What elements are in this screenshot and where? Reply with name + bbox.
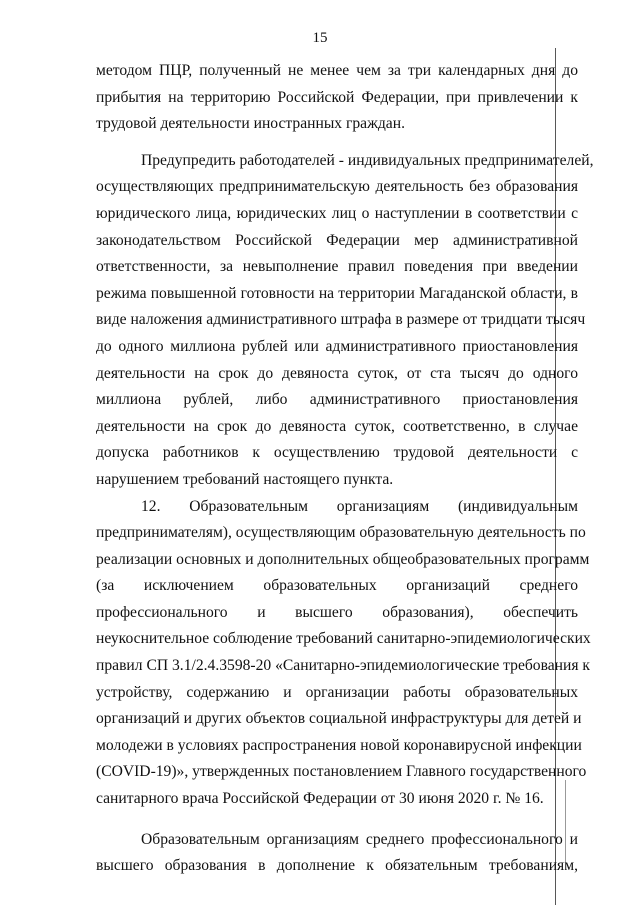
text-line: Образовательным организациям среднего профессионального и <box>141 830 578 848</box>
text-line: 12. Образовательным организациям (индивидуальным <box>141 497 578 515</box>
text-line: осуществляющих предпринимательскую деятельность без образования <box>96 178 578 196</box>
text-line: профессионального и высшего образования), обеспечить <box>96 603 578 621</box>
paragraph-continuation <box>96 58 578 138</box>
text-line: прибытия на территорию Российской Федерации, при привлечении к <box>96 88 578 106</box>
text-line: режима повышенной готовности на территории Магаданской области, в <box>96 284 578 302</box>
paragraph-warning <box>96 148 594 494</box>
text-line: (COVID-19)», утвержденных постановлением Главного государственного <box>96 763 587 781</box>
text-line: деятельности на срок до девяноста суток, соответственно, в случае <box>96 417 578 435</box>
text-line: (за исключением образовательных организаций среднего <box>96 577 578 595</box>
paragraph-higher-education <box>96 827 578 880</box>
text-line: неукоснительное соблюдение требований санитарно-эпидемиологических <box>96 630 591 648</box>
paragraph-item-12 <box>96 494 591 813</box>
text-line: правил СП 3.1/2.4.3598-20 «Санитарно-эпидемиологические требования к <box>96 657 591 675</box>
text-line: юридического лица, юридических лиц о наступлении в соответствии с <box>96 204 578 222</box>
text-line: допуска работников к осуществлению трудовой деятельности с <box>96 444 578 462</box>
text-line: методом ПЦР, полученный не менее чем за три календарных дня до <box>96 62 578 79</box>
text-line: виде наложения административного штрафа в размере от тридцати тысяч <box>96 311 586 329</box>
text-line: реализации основных и дополнительных общеобразовательных программ <box>96 550 590 568</box>
page-number: 15 <box>312 30 328 46</box>
text-line: предпринимателям), осуществляющим образовательную деятельность по <box>96 524 586 542</box>
text-line: миллиона рублей, либо административного приостановления <box>96 391 578 409</box>
text-line: до одного миллиона рублей или административного приостановления <box>96 337 578 355</box>
text-line: Предупредить работодателей - индивидуальных предпринимателей, <box>141 151 594 169</box>
text-line: высшего образования в дополнение к обязательным требованиям, <box>96 857 578 875</box>
text-line: санитарного врача Российской Федерации от 30 июня 2020 г. № 16. <box>96 790 544 808</box>
document-body <box>96 58 594 880</box>
text-line: законодательством Российской Федерации мер административной <box>96 231 578 249</box>
text-line: ответственности, за невыполнение правил поведения при введении <box>96 258 578 276</box>
text-line: деятельности на срок до девяноста суток, от ста тысяч до одного <box>96 364 578 382</box>
text-line: устройству, содержанию и организации работы образовательных <box>96 683 578 701</box>
text-line: трудовой деятельности иностранных граждан. <box>96 115 405 133</box>
text-line: молодежи в условиях распространения новой коронавирусной инфекции <box>96 736 582 754</box>
text-line: организаций и других объектов социальной инфраструктуры для детей и <box>96 710 582 728</box>
text-line: нарушением требований настоящего пункта. <box>96 470 394 488</box>
